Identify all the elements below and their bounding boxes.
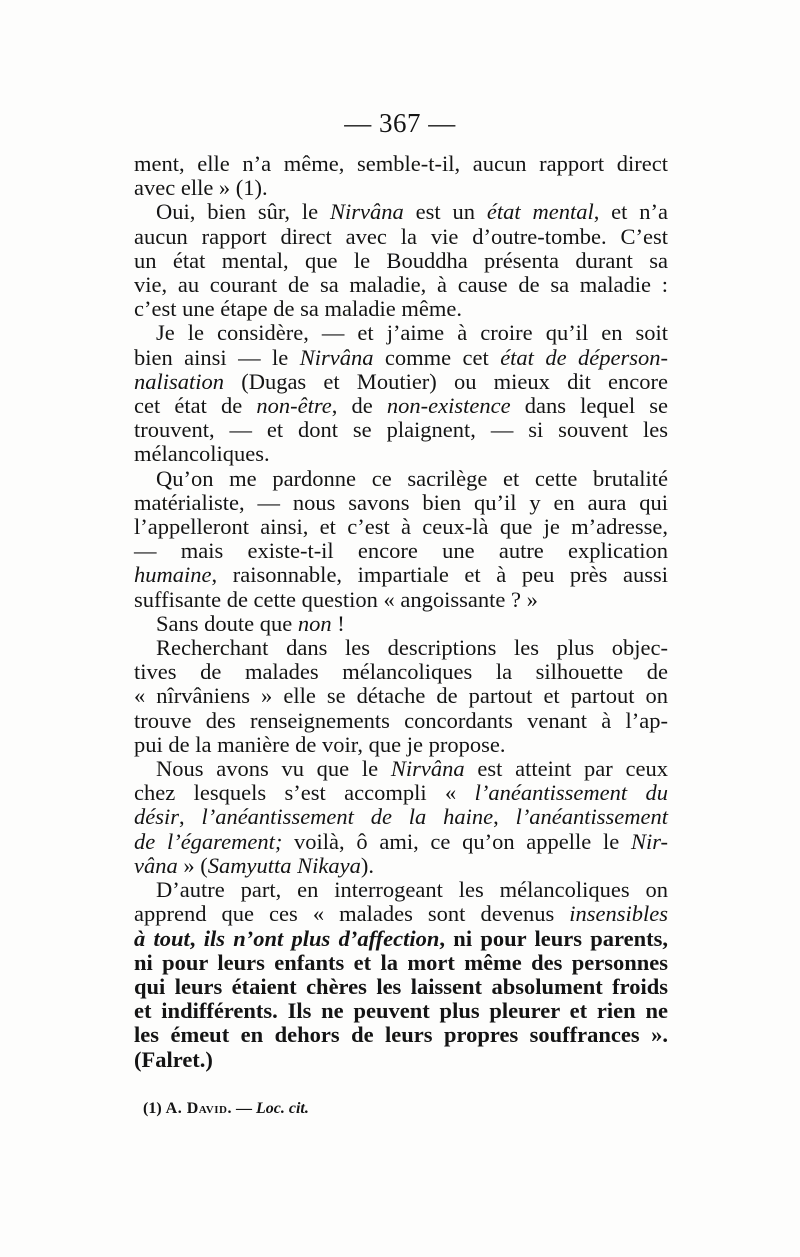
italic-text: Samyutta Nikaya — [207, 852, 361, 878]
text-line — [134, 830, 668, 854]
text-line — [134, 660, 668, 684]
text-line — [134, 709, 668, 733]
italic-text: non-être — [256, 393, 332, 419]
text-run: voilà, ô ami, ce qu’on appelle le — [282, 828, 631, 854]
text-line — [134, 854, 668, 878]
text-line — [134, 273, 668, 297]
text-line — [134, 1023, 668, 1047]
text-line — [134, 176, 668, 200]
text-run: Nous avons vu que le — [156, 756, 391, 782]
text-line — [134, 297, 668, 321]
italic-text: insensibles — [569, 901, 668, 927]
italic-text: de l’égarement; — [134, 828, 283, 854]
text-run: les émeut en dehors de leurs propres souffrances ». — [134, 1022, 668, 1048]
italic-text: Nirvâna — [390, 756, 465, 782]
text-run: avec elle » (1). — [134, 175, 268, 201]
italic-text: humaine — [134, 562, 212, 588]
italic-text: à tout — [134, 925, 190, 951]
text-run: Sans doute que — [156, 610, 298, 636]
italic-text: ils n’ont plus d’affection — [203, 925, 440, 951]
text-run: c’est une étape de sa maladie même. — [134, 296, 462, 322]
body-text — [134, 152, 668, 1072]
text-line — [134, 539, 668, 563]
text-line — [134, 902, 668, 926]
text-run: aucun rapport direct avec la vie d’outre-tombe. C’est — [134, 223, 668, 249]
italic-text: vâna — [134, 852, 178, 878]
text-run: suffisante de cette question « angoissante ? » — [134, 586, 538, 612]
footnote-dash: — — [235, 1100, 252, 1117]
text-line — [134, 249, 668, 273]
text-line — [134, 999, 668, 1023]
italic-text: nalisation — [134, 368, 225, 394]
footnote — [143, 1100, 309, 1118]
text-line — [134, 975, 668, 999]
text-line — [134, 951, 668, 975]
italic-text: état mental — [486, 199, 594, 225]
italic-text: l’anéantissement — [515, 804, 669, 830]
text-line — [134, 588, 668, 612]
text-run: , de — [331, 393, 387, 419]
text-line — [134, 757, 668, 781]
text-line — [134, 200, 668, 224]
italic-text: Nirvâna — [330, 199, 404, 225]
text-run: , raisonnable, impartiale et à peu près aussi — [211, 562, 668, 588]
text-line — [134, 321, 668, 345]
text-run: est un — [403, 199, 487, 225]
footnote-reference: Loc. cit. — [255, 1100, 309, 1117]
text-run: apprend que ces « malades sont devenus — [134, 901, 570, 927]
text-line — [134, 491, 668, 515]
text-run: (Falret.) — [134, 1046, 213, 1072]
text-line — [134, 225, 668, 249]
italic-text: état de déperson- — [500, 344, 668, 370]
text-run: et indifférents. Ils ne peuvent plus pleurer et rien ne — [134, 998, 668, 1024]
text-run: un état mental, que le Bouddha présenta durant sa — [134, 247, 668, 273]
italic-text: non — [297, 610, 332, 636]
text-run: vie, au courant de sa maladie, à cause de sa maladie : — [134, 272, 668, 298]
text-line — [134, 733, 668, 757]
text-run: ment, elle n’a même, semble-t-il, aucun rapport direct — [134, 151, 668, 176]
italic-text: l’anéantissement de la haine — [201, 804, 494, 830]
text-line — [134, 612, 668, 636]
text-run: mélancoliques. — [134, 441, 270, 467]
text-line — [134, 418, 668, 442]
text-run: , — [189, 925, 204, 951]
text-run: D’autre part, en interrogeant les mélancoliques on — [156, 877, 668, 903]
text-run: ). — [360, 852, 374, 878]
text-run: trouve des renseignements concordants venant à l’ap- — [134, 707, 668, 733]
text-run: chez lesquels s’est accompli « — [134, 780, 475, 806]
text-run: ! — [331, 610, 345, 636]
text-line — [134, 442, 668, 466]
text-run: ni pour leurs enfants et la mort même des personnes — [134, 949, 668, 975]
text-run: Qu’on me pardonne ce sacrilège et cette brutalité — [156, 465, 668, 491]
text-line — [134, 394, 668, 418]
text-run: l’appelleront ainsi, et c’est à ceux-là que je m’adresse, — [134, 514, 668, 540]
text-run: (Dugas et Moutier) ou mieux dit encore — [224, 368, 668, 394]
text-line — [134, 1048, 668, 1072]
italic-text: Nirvâna — [299, 344, 374, 370]
text-run: cet état de — [134, 393, 257, 419]
text-line — [134, 515, 668, 539]
text-run: Oui, bien sûr, le — [156, 199, 331, 225]
italic-text: l’anéantissement du — [474, 780, 669, 806]
text-run: Je le considère, — et j’aime à croire qu’il en soit — [156, 320, 668, 346]
text-run: matérialiste, — nous savons bien qu’il y en aura qui — [134, 489, 668, 515]
text-line — [134, 878, 668, 902]
text-run: trouvent, — et dont se plaignent, — si souvent les — [134, 417, 668, 443]
text-line — [134, 684, 668, 708]
text-line — [134, 346, 668, 370]
footnote-mark: (1) — [143, 1100, 162, 1117]
text-run: comme cet — [373, 344, 501, 370]
footnote-author: A. David. — [165, 1100, 232, 1117]
italic-text: désir — [134, 804, 179, 830]
text-run: bien ainsi — le — [134, 344, 300, 370]
text-run: pui de la manière de voir, que je propose. — [134, 731, 506, 757]
page-number: — 367 — — [344, 108, 456, 138]
text-run: , — [179, 804, 202, 830]
text-line — [134, 781, 668, 805]
text-line — [134, 467, 668, 491]
text-line — [134, 563, 668, 587]
text-run: qui leurs étaient chères les laissent absolument froids — [134, 973, 668, 999]
text-run: dans lequel se — [510, 393, 668, 419]
text-run: Recherchant dans les descriptions les plus objec- — [156, 635, 668, 661]
italic-text: Nir- — [630, 828, 668, 854]
text-line — [134, 370, 668, 394]
text-run: , ni pour leurs parents, — [439, 925, 668, 951]
text-run: est atteint par ceux — [464, 756, 668, 782]
text-run: , — [493, 804, 516, 830]
text-line — [134, 927, 668, 951]
text-run: — mais existe-t-il encore une autre explication — [134, 538, 668, 564]
text-run: » ( — [177, 852, 208, 878]
text-line — [134, 805, 668, 829]
text-run: tives de malades mélancoliques la silhouette de — [134, 659, 668, 685]
italic-text: non-existence — [386, 393, 511, 419]
text-run: « nîrvâniens » elle se détache de partout et partout on — [134, 683, 668, 709]
text-line — [134, 636, 668, 660]
text-run: , et n’a — [593, 199, 669, 225]
text-line — [134, 152, 668, 176]
